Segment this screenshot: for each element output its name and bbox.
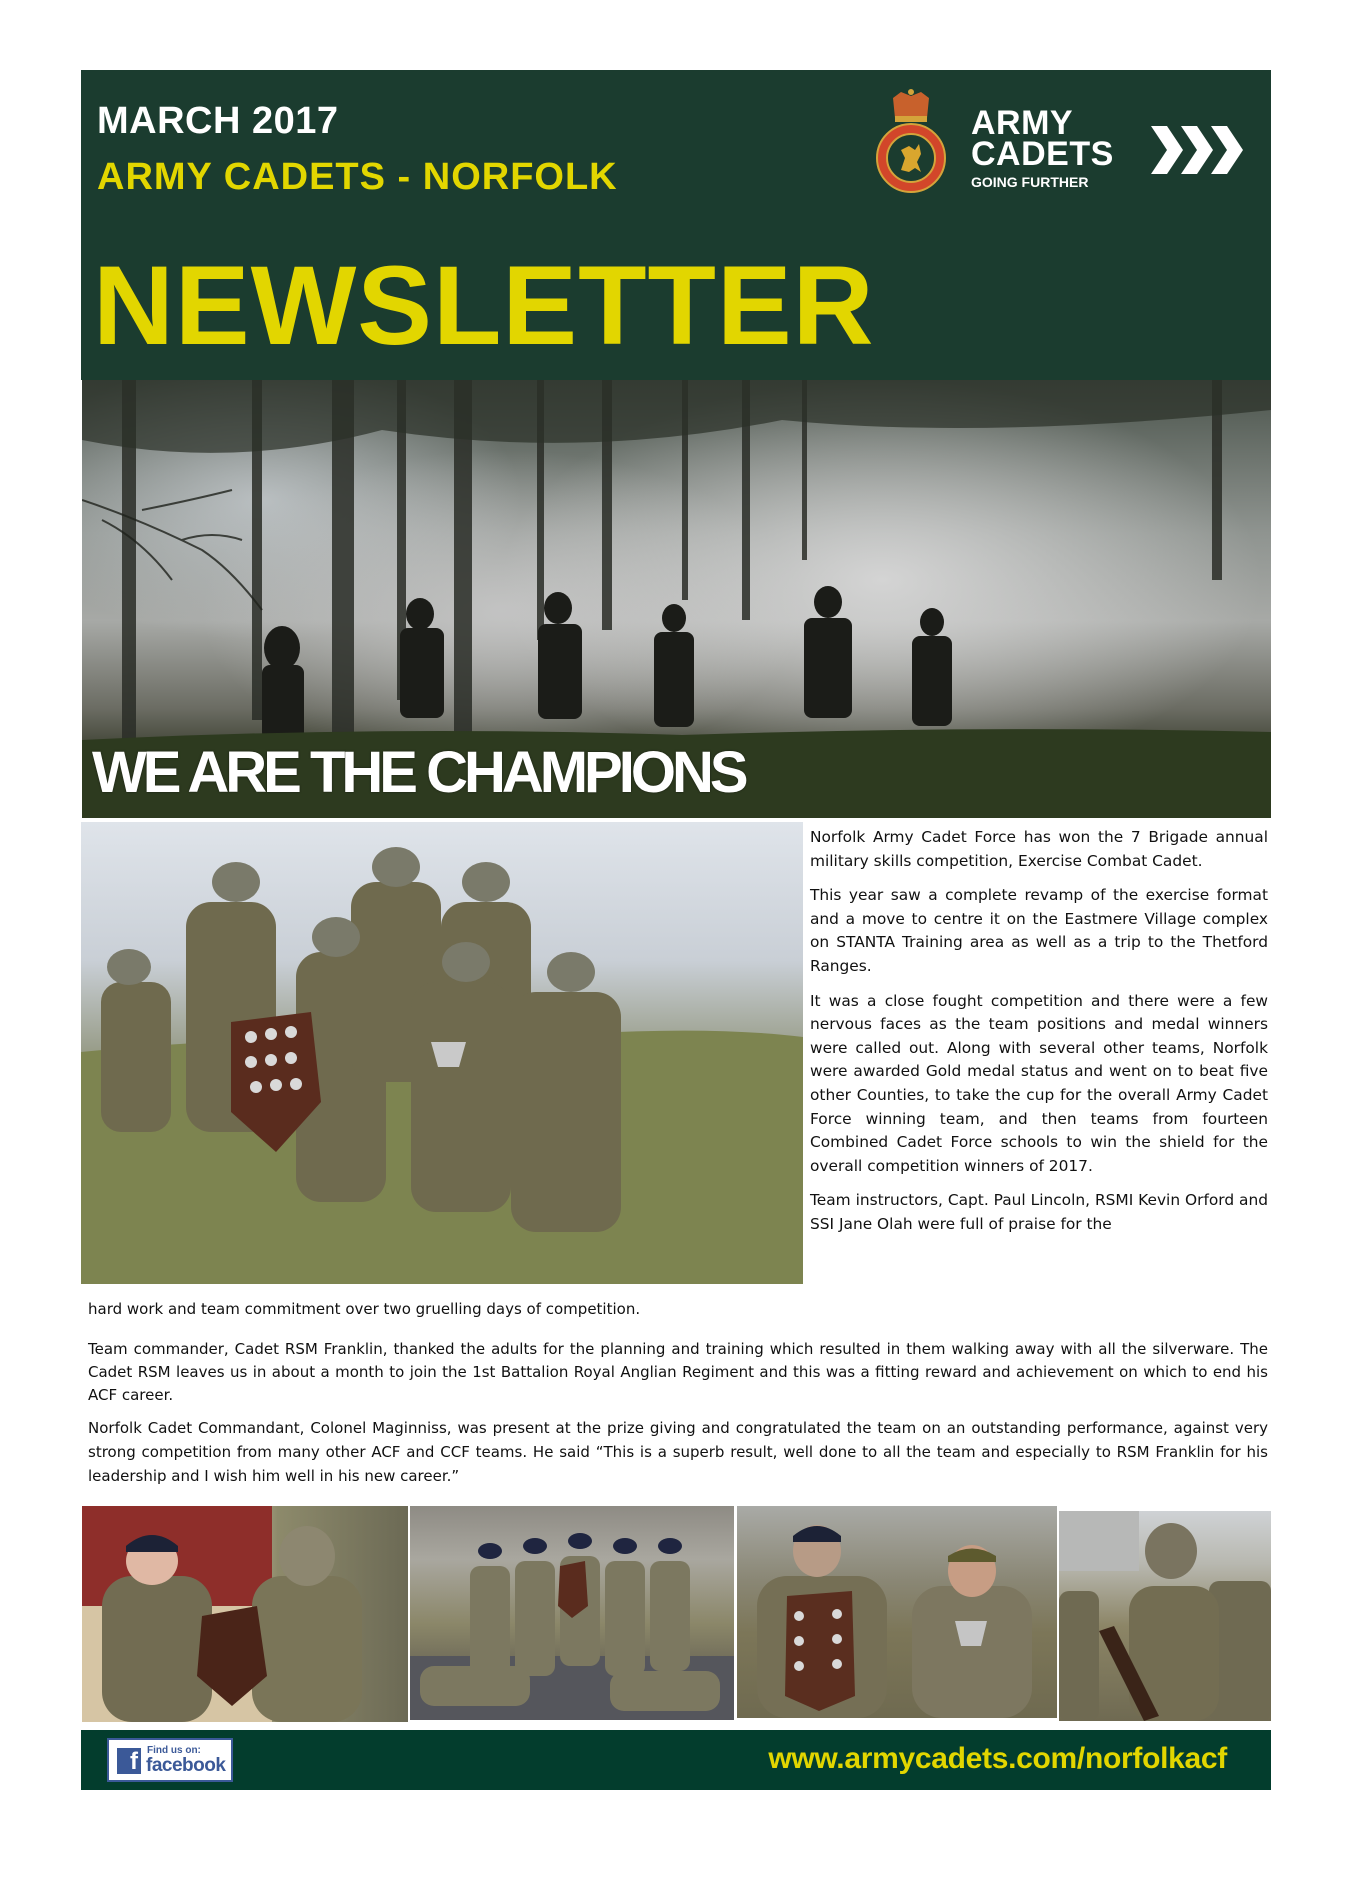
article-paragraph-3: It was a close fought competition and there were a few nervous faces as the team positions and medal winners were called out. Along with several other teams, Norfolk were awarded Gold medal status and went on to beat five other Counties, to take the cup for the overall Army Cadet Force winning team, and then teams from fourteen Combined Cadet Force schools to win the shield for the overall competition winners of 2017. [810,991,1268,1175]
cadet-with-shield-illustration [1059,1511,1271,1721]
article-paragraph-2: This year saw a complete revamp of the exercise format and a move to centre it on the Eastmere Village complex on STANTA Training area as well as a trip to the Thetford Ranges. [810,886,1268,975]
facebook-wordmark: facebook [146,1755,226,1776]
hero-headline: WE ARE THE CHAMPIONS [92,740,745,805]
photo-shield-presentation [82,1506,408,1722]
shield-presentation-illustration [82,1506,408,1722]
wordmark-line-1: ARMY [971,104,1074,142]
article-paragraph-commandant: Norfolk Cadet Commandant, Colonel Maginniss, was present at the prize giving and congratulated the team on an outstanding performance, against very strong competition from many other ACF and CCF teams. He said “This is a superb result, well done to all the team and especially to RSM Franklin for his leadership and I wish him well in his new career.” [88,1419,1268,1485]
facebook-find-us-label: Find us on: [147,1745,201,1756]
article-paragraph-commander: Team commander, Cadet RSM Franklin, thanked the adults for the planning and training which resulted in them walking away with all the silverware. The Cadet RSM leaves us in about a month to join the 1st Battalion Royal Anglian Regiment and this was a fitting reward and achievement on which to end his ACF career. [88,1340,1268,1404]
masthead [81,70,1271,380]
issue-date: MARCH 2017 [97,100,339,142]
article-paragraph-1: Norfolk Army Cadet Force has won the 7 Brigade annual military skills competition, Exercise Combat Cadet. [810,828,1268,870]
wordmark-line-2: CADETS [971,135,1114,173]
photo-team-celebration [410,1506,734,1720]
article-paragraph-4: Team instructors, Capt. Paul Lincoln, RSMI Kevin Orford and SSI Jane Olah were full of praise for the [810,1191,1268,1233]
team-group-photo [81,822,803,1284]
facebook-link[interactable] [107,1738,233,1782]
photo-cadet-with-shield [1059,1511,1271,1721]
organization-name: ARMY CADETS - NORFOLK [97,156,618,198]
footer-bar [81,1730,1271,1790]
logo-tagline: GOING FURTHER [971,174,1089,190]
photo-shield-and-cup [737,1506,1057,1718]
cadet-team-illustration [81,822,803,1284]
triple-chevron-right-icon [1151,126,1246,174]
team-celebration-illustration [410,1506,734,1720]
army-cadets-wordmark [971,104,1114,173]
army-cadet-force-crest-icon [871,88,951,198]
shield-and-cup-illustration [737,1506,1057,1718]
newsletter-title: NEWSLETTER [93,243,875,368]
facebook-logo-icon: f [117,1748,141,1774]
article-right-column [810,826,1268,1248]
hero-image [82,380,1271,818]
army-cadets-logo [871,88,1251,198]
website-link[interactable]: www.armycadets.com/norfolkacf [768,1742,1227,1775]
article-paragraph-4-continued: hard work and team commitment over two gruelling days of competition. [88,1300,641,1318]
